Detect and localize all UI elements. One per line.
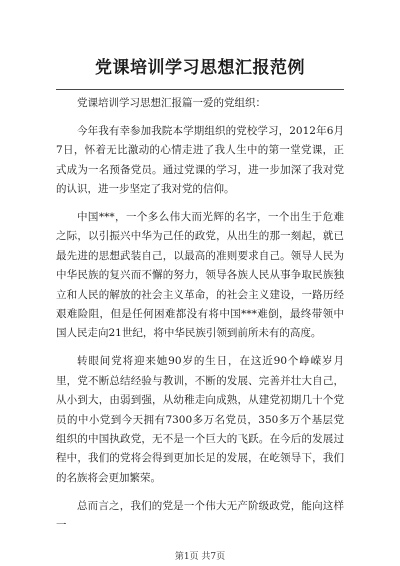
paragraph-party-history: 中国***，一个多么伟大而光辉的名字，一个出生于危难之际，以引振兴中华为己任的政党，从出生的那一刻起，就已最先进的思想武装自己，以最高的准则要求自己。领导人民为中华民族的复兴而不懈的努力，领导各族人民从事争取民族独立和人民的解放的社会主义革命，的社会主义建设，一路历经艰难险阻，但是任何困难都没有将中国***难倒，最终带领中国人民走向21世纪，将中华民族引领到前所未有的高度。 [56, 211, 344, 340]
document-title: 党课培训学习思想汇报范例 [95, 58, 305, 78]
paragraph-conclusion: 总而言之，我们的党是一个伟大无产阶级政党，能向这样一 [56, 499, 344, 532]
paragraph-first-lesson: 今年我有幸参加我院本学期组织的党校学习，2012年6月7日，怀着无比激动的心情走进了我人生中的第一堂党课，正式成为一名预备党员。通过党课的学习，进一步加深了我对党的认识，进一步坚定了我对党的信仰。 [56, 124, 344, 196]
paragraph-party-anniversary: 转眼间党将迎来她90岁的生日，在这近90个峥嵘岁月里，党不断总结经验与教训，不断的发展、完善并壮大自己，从小到大，由弱到强，从幼稚走向成熟，从建党初期几十个党员的中小党到今天拥有7300多万名党员，350多万个基层党组织的中国执政党，无不是一个巨大的飞跃。在今后的发展过程中，我们的党将会得到更加长足的发展，在屹领导下，我们的名族将会更加繁荣。 [56, 355, 344, 484]
document-body [56, 94, 344, 544]
page-number-footer: 第1页 共7页 [174, 552, 226, 562]
title-divider [56, 89, 344, 90]
paragraph-intro: 党课培训学习思想汇报篇一爱的党组织： [77, 97, 266, 109]
